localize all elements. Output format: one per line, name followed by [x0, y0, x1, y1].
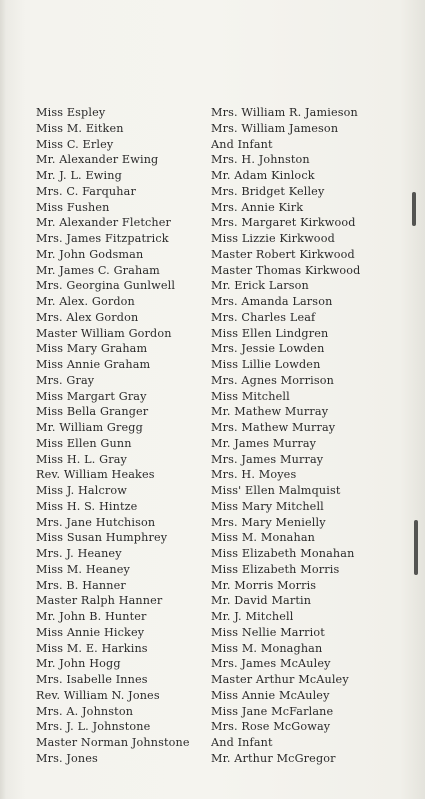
passenger-name: Mrs. William R. Jamieson	[211, 106, 358, 119]
passenger-name: Mr. Alex. Gordon	[36, 295, 135, 308]
passenger-name: Mr. John Hogg	[36, 657, 121, 671]
passenger-name: Master Robert Kirkwood	[211, 247, 355, 261]
passenger-name: Miss Margart Gray	[36, 389, 147, 403]
passenger-name: Miss Mary Graham	[36, 342, 148, 356]
binding-mark	[414, 520, 418, 575]
passenger-name: Miss Jane McFarlane	[211, 704, 334, 718]
passenger-name: Master Ralph Hanner	[36, 594, 163, 608]
passenger-name: And Infant	[211, 137, 273, 151]
passenger-name: Mr. Alexander Ewing	[36, 153, 159, 167]
passenger-name: Mrs. Rose McGoway	[211, 720, 331, 734]
passenger-name: Mr. John B. Hunter	[36, 610, 147, 623]
passenger-name: Mr. Mathew Murray	[211, 405, 329, 419]
passenger-name: Mr. Alexander Fletcher	[36, 216, 172, 230]
passenger-name: Mrs. H. Moyes	[211, 468, 297, 482]
passenger-name: Mr. William Gregg	[36, 421, 143, 434]
passenger-name: Mrs. Mary Menielly	[211, 515, 326, 529]
passenger-name: Miss Elizabeth Monahan	[211, 547, 355, 560]
passenger-name: Miss J. Halcrow	[36, 484, 127, 497]
passenger-name: Mrs. Gray	[36, 373, 95, 387]
passenger-name: Miss' Ellen Malmquist	[211, 484, 341, 497]
passenger-name: Mr. Arthur McGregor	[211, 751, 336, 765]
passenger-name: Mrs. Mathew Murray	[211, 421, 336, 434]
passenger-name: Miss H. S. Hintze	[36, 499, 138, 513]
passenger-name: Mr. Morris Morris	[211, 578, 317, 592]
passenger-name: Mrs. James Fitzpatrick	[36, 232, 169, 245]
passenger-name: Mrs. J. Heaney	[36, 547, 122, 560]
passenger-name: Miss M. E. Harkins	[36, 641, 148, 655]
passenger-name: Miss H. L. Gray	[36, 452, 128, 466]
passenger-name: Mrs. C. Farquhar	[36, 184, 136, 198]
passenger-name: Miss Annie Graham	[36, 358, 151, 371]
passenger-name: Mrs. Charles Leaf	[211, 310, 316, 324]
passenger-list-left-column	[36, 105, 211, 767]
passenger-name: Master Thomas Kirkwood	[211, 263, 361, 277]
passenger-name: Mrs. Margaret Kirkwood	[211, 216, 356, 230]
passenger-name: Miss Ellen Gunn	[36, 436, 132, 450]
passenger-name: Miss Lizzie Kirkwood	[211, 232, 335, 245]
passenger-name: Master William Gordon	[36, 326, 172, 340]
page-fold-shadow	[0, 0, 6, 799]
passenger-name: Miss Lillie Lowden	[211, 358, 321, 371]
passenger-name: Mrs. Jones	[36, 751, 98, 765]
passenger-list-right-column	[211, 105, 386, 767]
passenger-name: Mr. James C. Graham	[36, 263, 160, 277]
passenger-name: Miss C. Erley	[36, 137, 114, 151]
passenger-name: Miss Annie Hickey	[36, 625, 145, 639]
passenger-name: Miss Espley	[36, 106, 106, 119]
passenger-name: Mrs. William Jameson	[211, 121, 339, 135]
passenger-name: Miss M. Heaney	[36, 562, 130, 576]
passenger-name: Mrs. Isabelle Innes	[36, 673, 148, 686]
passenger-name: Miss M. Eitken	[36, 121, 124, 135]
passenger-name: Miss Susan Humphrey	[36, 531, 168, 545]
passenger-name: Mr. John Godsman	[36, 247, 144, 261]
passenger-name: Mr. J. L. Ewing	[36, 169, 122, 182]
passenger-name: Mrs. Alex Gordon	[36, 310, 139, 324]
passenger-name: Miss Bella Granger	[36, 405, 149, 419]
passenger-name: Mrs. Annie Kirk	[211, 200, 304, 214]
passenger-name: Mr. David Martin	[211, 594, 312, 608]
passenger-name: Mrs. Amanda Larson	[211, 295, 333, 308]
passenger-name: Miss Ellen Lindgren	[211, 326, 329, 340]
passenger-name: Rev. William Heakes	[36, 468, 155, 482]
passenger-name: Mrs. James Murray	[211, 452, 324, 466]
passenger-name: Rev. William N. Jones	[36, 688, 160, 702]
passenger-name: Miss Elizabeth Morris	[211, 562, 340, 576]
passenger-name: Miss M. Monahan	[211, 531, 316, 545]
passenger-name: Miss Fushen	[36, 200, 110, 214]
passenger-name: Mrs. J. L. Johnstone	[36, 720, 151, 734]
passenger-name: And Infant	[211, 736, 273, 749]
passenger-name: Master Arthur McAuley	[211, 673, 349, 686]
passenger-name: Mrs. Jane Hutchison	[36, 515, 156, 529]
passenger-name: Master Norman Johnstone	[36, 736, 190, 749]
passenger-name: Mr. J. Mitchell	[211, 610, 294, 623]
passenger-name: Miss Annie McAuley	[211, 688, 330, 702]
passenger-name: Miss Mary Mitchell	[211, 499, 324, 513]
passenger-name: Mr. James Murray	[211, 436, 317, 450]
passenger-name: Mrs. Agnes Morrison	[211, 373, 335, 387]
passenger-name: Mrs. A. Johnston	[36, 704, 134, 718]
passenger-name: Mrs. H. Johnston	[211, 153, 310, 167]
passenger-name: Mrs. Jessie Lowden	[211, 342, 325, 356]
passenger-name: Mr. Adam Kinlock	[211, 169, 315, 182]
passenger-name: Miss Mitchell	[211, 389, 290, 403]
passenger-name: Mrs. Bridget Kelley	[211, 184, 325, 198]
passenger-name: Mrs. James McAuley	[211, 657, 331, 671]
binding-mark	[412, 192, 416, 226]
passenger-name: Miss Nellie Marriot	[211, 625, 325, 639]
passenger-name: Mrs. B. Hanner	[36, 578, 126, 592]
passenger-name: Miss M. Monaghan	[211, 641, 323, 655]
passenger-name: Mrs. Georgina Gunlwell	[36, 279, 176, 293]
passenger-name: Mr. Erick Larson	[211, 279, 309, 293]
